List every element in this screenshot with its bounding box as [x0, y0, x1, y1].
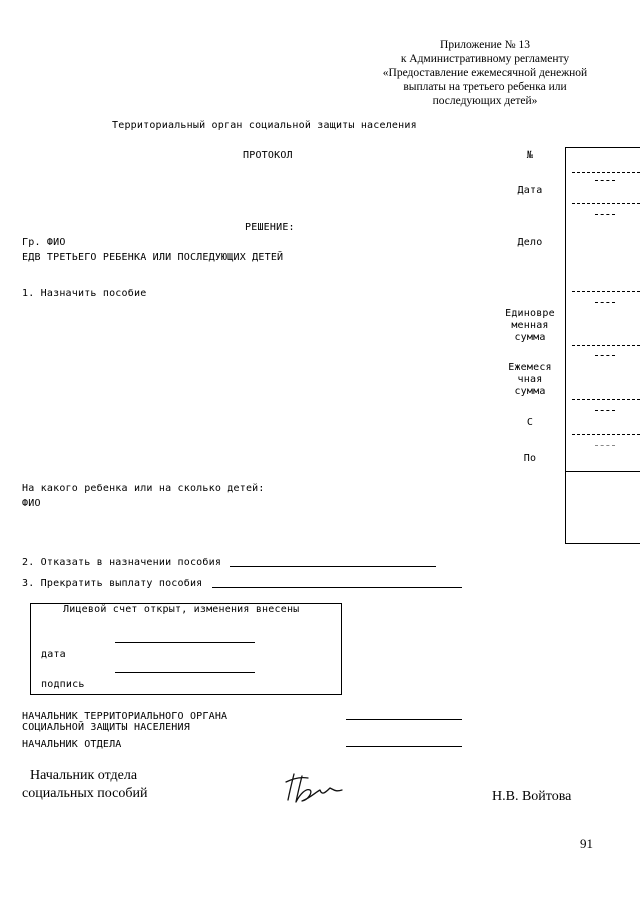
citizen-name: Гр. ФИО	[22, 237, 66, 248]
number-label: №	[526, 150, 534, 161]
territorial-head-title: СОЦИАЛЬНОЙ ЗАЩИТЫ НАСЕЛЕНИЯ	[22, 722, 190, 733]
monthly-field-line	[572, 399, 640, 400]
appendix-line: Приложение № 13	[440, 39, 530, 51]
appendix-line: к Административному регламенту	[400, 53, 570, 65]
assign-field-line	[572, 291, 640, 292]
benefit-type: ЕДВ ТРЕТЬЕГО РЕБЕНКА ИЛИ ПОСЛЕДУЮЩИХ ДЕТЕЙ	[22, 252, 284, 263]
territorial-head-title: НАЧАЛЬНИК ТЕРРИТОРИАЛЬНОГО ОРГАНА	[22, 711, 228, 722]
one-time-field-line	[572, 345, 640, 346]
from-field-line	[595, 445, 615, 446]
account-signature-label: подпись	[41, 679, 85, 690]
monthly-sum-label: Ежемеся чная сумма	[508, 362, 552, 397]
date-field-line	[595, 214, 615, 215]
refuse-reason-line	[230, 566, 436, 567]
appendix-line: «Предоставление ежемесячной денежной	[382, 67, 588, 79]
number-field-line	[572, 172, 640, 173]
account-box-title: Лицевой счет открыт, изменения внесены	[63, 604, 300, 615]
decision-title: РЕШЕНИЕ:	[245, 222, 295, 233]
stop-reason-line	[212, 587, 462, 588]
child-fio: ФИО	[22, 498, 41, 509]
page-number: 91	[580, 836, 593, 851]
department-head-signature-line	[346, 746, 462, 747]
appendix-line: выплаты на третьего ребенка или	[403, 81, 567, 93]
one-time-field-line	[595, 355, 615, 356]
protocol-title: ПРОТОКОЛ	[243, 150, 293, 161]
authority-title: Территориальный орган социальной защиты населения	[112, 120, 417, 131]
monthly-field-line	[595, 410, 615, 411]
account-box	[30, 603, 342, 695]
number-field-line	[595, 180, 615, 181]
assign-field-line	[595, 302, 615, 303]
to-label: По	[523, 453, 537, 464]
date-field-line	[572, 203, 640, 204]
appendix-line: последующих детей»	[432, 95, 538, 107]
one-time-sum-label: Единовре менная сумма	[505, 308, 555, 343]
from-label: С	[526, 417, 534, 428]
signer-position: Начальник отдела	[30, 768, 138, 783]
territorial-head-signature-line	[346, 719, 462, 720]
handwritten-signature	[280, 768, 350, 808]
date-entry-line	[115, 642, 255, 643]
department-head-title: НАЧАЛЬНИК ОТДЕЛА	[22, 739, 122, 750]
from-field-line	[572, 434, 640, 435]
case-label: Дело	[517, 237, 543, 248]
item-refuse-benefit: 2. Отказать в назначении пособия	[22, 557, 222, 568]
to-field-line	[566, 471, 640, 472]
child-question: На какого ребенка или на сколько детей:	[22, 483, 265, 494]
signer-position: социальных пособий	[22, 786, 148, 801]
date-label: Дата	[517, 185, 543, 196]
account-date-label: дата	[41, 649, 66, 660]
signature-entry-line	[115, 672, 255, 673]
signer-name: Н.В. Войтова	[492, 789, 572, 804]
item-stop-benefit: 3. Прекратить выплату пособия	[22, 578, 203, 589]
appendix-header	[360, 38, 610, 108]
item-assign-benefit: 1. Назначить пособие	[22, 288, 147, 299]
